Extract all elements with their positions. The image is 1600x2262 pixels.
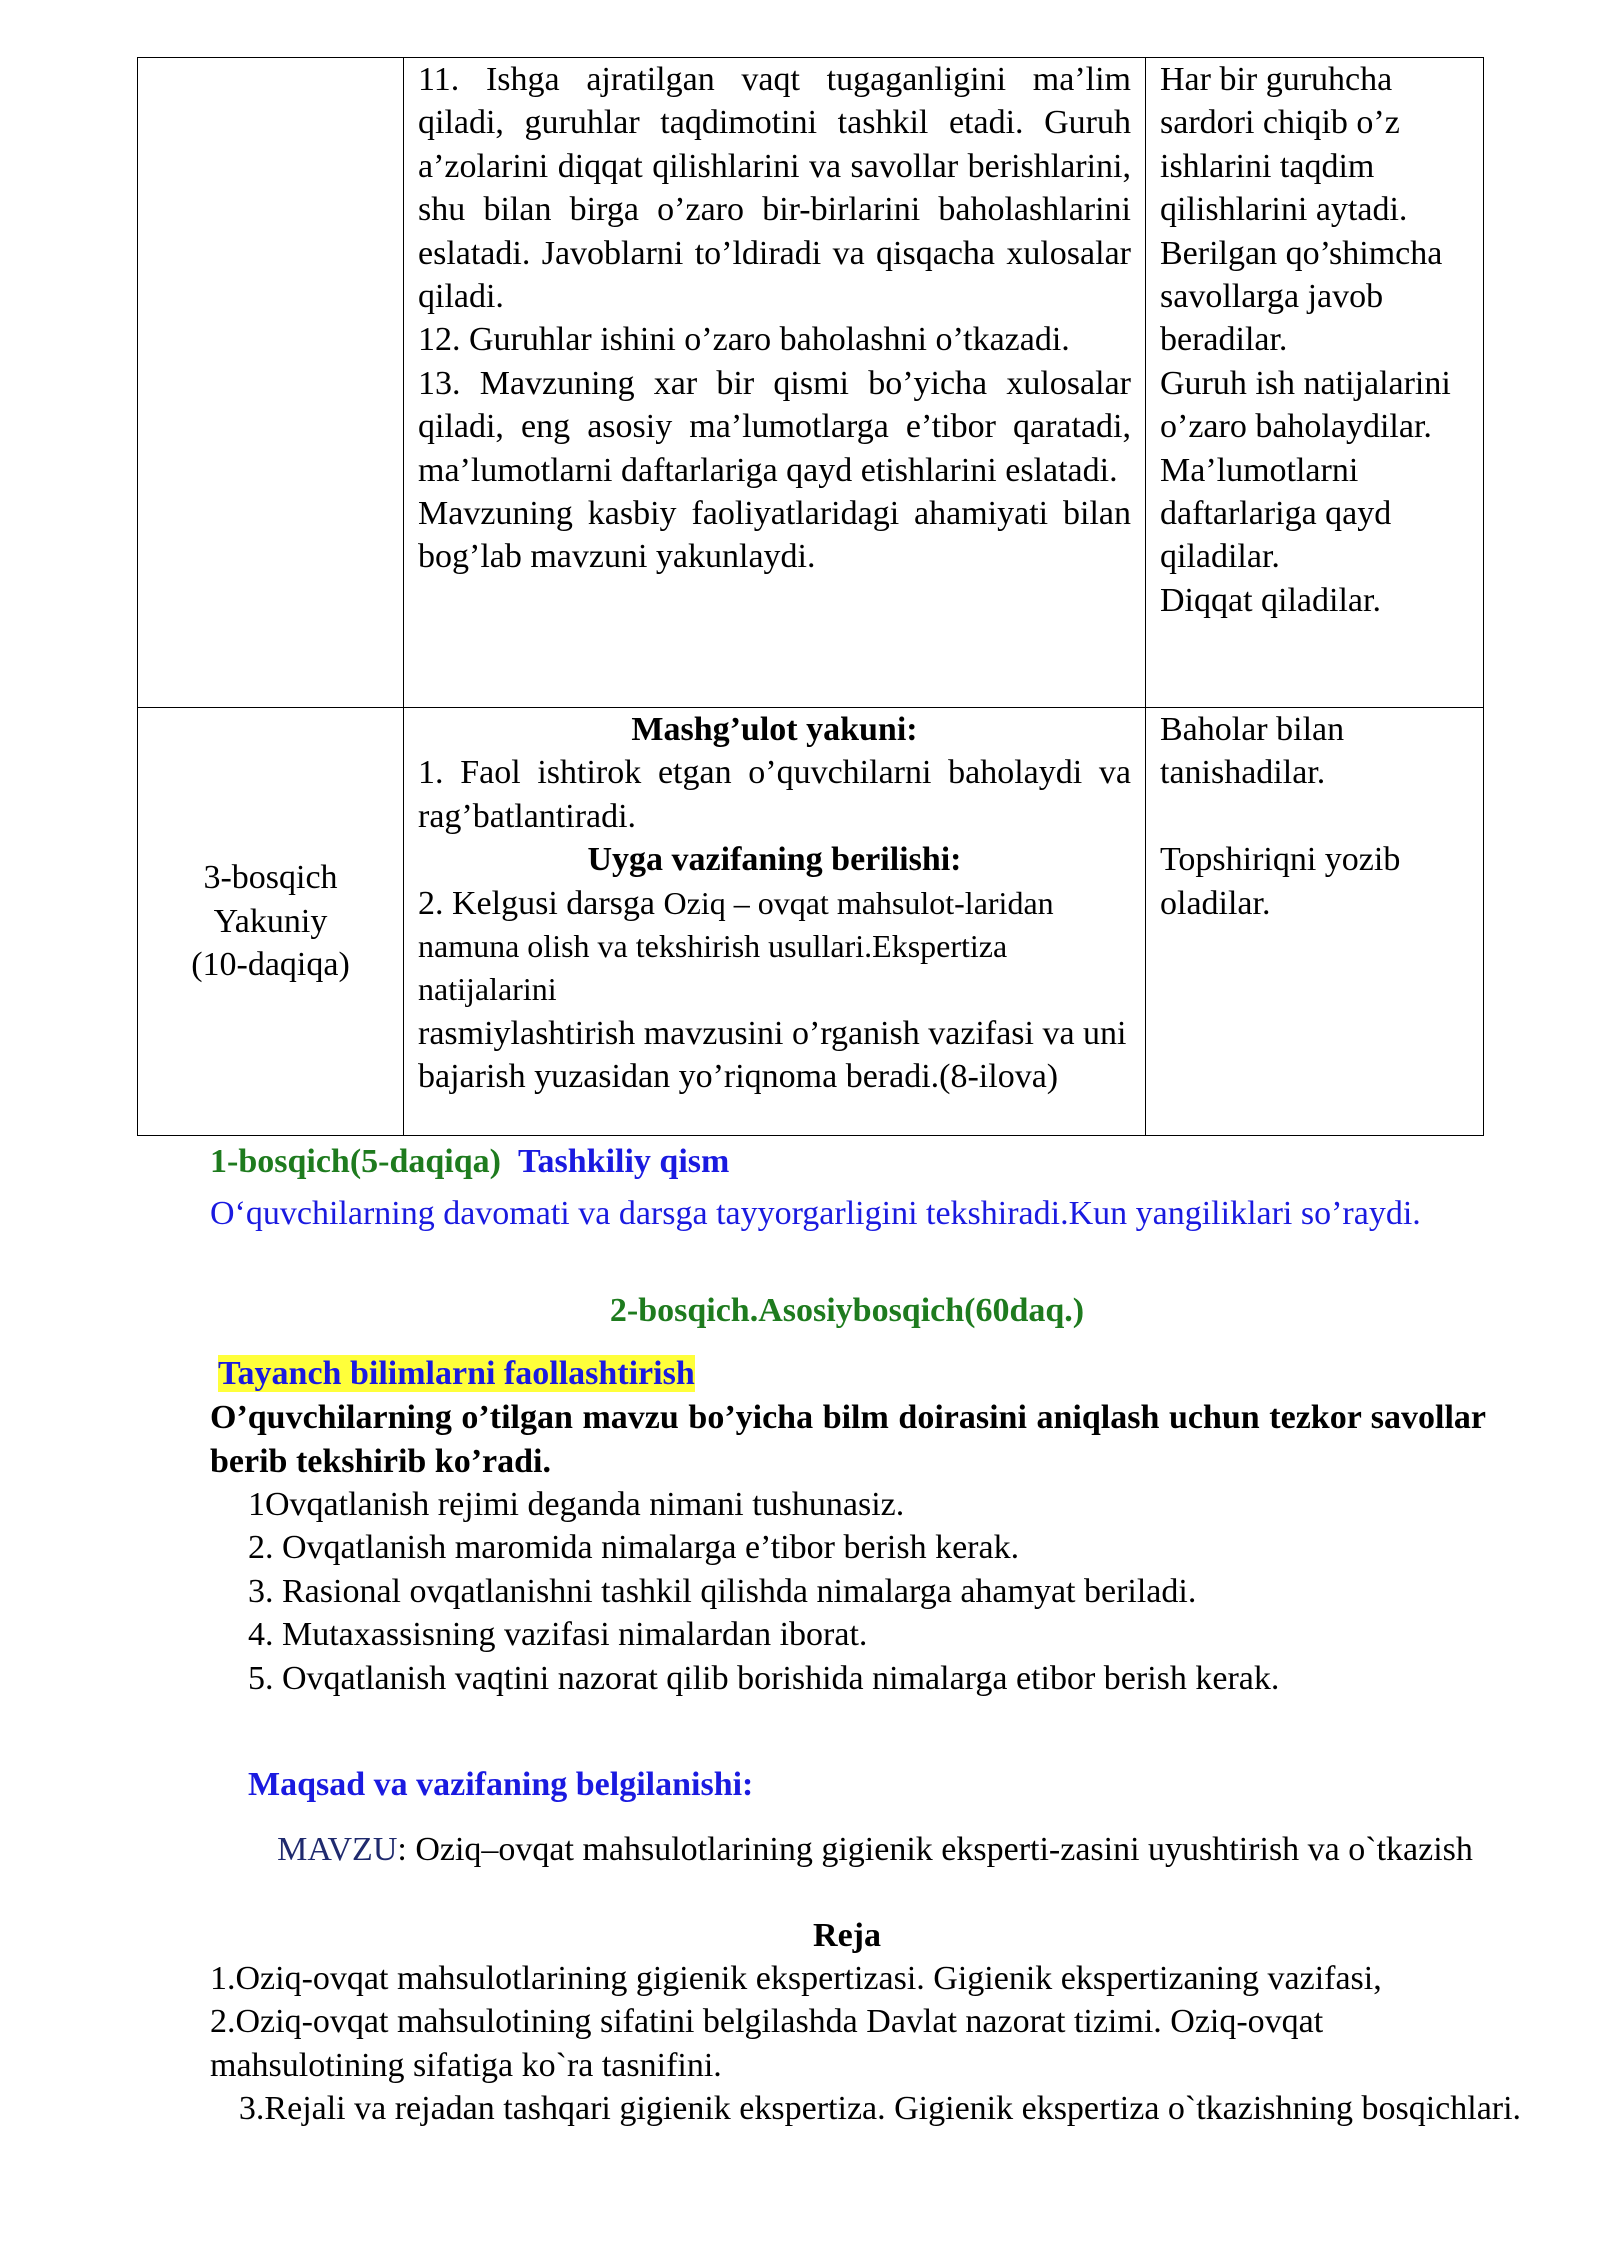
teacher-step-final: Mavzuning kasbiy faoliyatlaridagi ahamiyati bilan bog’lab mavzuni yakunlaydi.: [418, 495, 1131, 576]
activation-heading: Tayanch bilimlarni faollashtirish: [218, 1355, 695, 1392]
students-line: Topshiriqni yozib oladilar.: [1160, 841, 1401, 922]
plan-list: [210, 1957, 1522, 2131]
list-item: 2.Oziq-ovqat mahsulotining sifatini belgilashda Davlat nazorat tizimi. Oziq-ovqat mahsulotining sifatiga ko`ra tasnifini.: [210, 2003, 1324, 2084]
list-item: 2. Ovqatlanish maromida nimalarga e’tibor berish kerak.: [248, 1529, 1020, 1567]
stage1-text: O‘quvchilarning davomati va darsga tayyorgarligini tekshiradi.Kun yangiliklari so’raydi.: [210, 1195, 1421, 1232]
stage-cell: [138, 708, 404, 1136]
list-item: 1.Oziq-ovqat mahsulotlarining gigienik ekspertizasi. Gigienik ekspertizaning vazifasi,: [210, 1960, 1382, 1997]
list-item: 3.Rejali va rejadan tashqari gigienik ekspertiza. Gigienik ekspertiza o`tkazishning bosqichlari.: [238, 2090, 1522, 2128]
list-item: 1Ovqatlanish rejimi deganda nimani tushunasiz.: [248, 1486, 905, 1523]
topic-label: MAVZU: [277, 1831, 398, 1868]
stage2-title: 2-bosqich.Asosiybosqich(60daq.): [609, 1292, 1085, 1329]
students-line: Berilgan qo’shimcha savollarga javob beradilar.: [1160, 234, 1443, 359]
stage1-title: 1-bosqich(5-daqiqa): [210, 1143, 501, 1180]
teacher-activity-cell: [404, 708, 1146, 1136]
list-item: 4. Mutaxassisning vazifasi nimalardan iborat.: [248, 1616, 868, 1654]
stage1-heading: [210, 1140, 1486, 1184]
teacher-activity-cell: [404, 58, 1146, 708]
homework-text: [418, 882, 1131, 1099]
teacher-step-11: 11. Ishga ajratilgan vaqt tugaganligini ma’lim qiladi, guruhlar taqdimotini tashkil etadi. Guruh a’zolarini diqqat qilishlarini va savollar berishlarini, shu bilan birga o’zaro bir-birlarini baholashlarini eslatadi. Javoblarni to’ldiradi va qisqacha xulosalar qiladi.: [418, 61, 1131, 316]
teacher-step-13: 13. Mavzuning xar bir qismi bo’yicha xulosalar qiladi, eng asosiy ma’lumotlarga e’tibor qaratadi, ma’lumotlarni daftarlariga qayd etishlarini eslatadi.: [418, 364, 1131, 489]
table-row: [138, 708, 1484, 1136]
students-activity-cell: [1146, 58, 1484, 708]
teacher-step-12: 12. Guruhlar ishini o’zaro baholashni o’tkazadi.: [418, 321, 1070, 359]
section-heading: Mashg’ulot yakuni:: [631, 711, 918, 748]
list-item: 5. Ovqatlanish vaqtini nazorat qilib borishida nimalarga etibor berish kerak.: [248, 1659, 1280, 1697]
students-line: Har bir guruhcha sardori chiqib o’z ishlarini taqdim qilishlarini aytadi.: [1160, 61, 1408, 229]
stage1-subtitle: Tashkiliy qism: [517, 1143, 730, 1180]
students-line: Baholar bilan tanishadilar.: [1160, 711, 1345, 792]
stage-number: 3-bosqich: [203, 859, 338, 897]
homework-prefix: 2. Kelgusi darsga: [418, 884, 656, 922]
activation-intro: O’quvchilarning o’tilgan mavzu bo’yicha bilm doirasini aniqlash uchun tezkor savollar berib tekshirib ko’radi.: [210, 1399, 1486, 1480]
section-heading: Uyga vazifaning berilishi:: [587, 841, 962, 879]
lesson-plan-table: [137, 57, 1484, 1136]
table-row: [138, 58, 1484, 708]
homework-instructions: rasmiylashtirish mavzusini o’rganish vazifasi va uni bajarish yuzasidan yo’riqnoma beradi.(8-ilova): [418, 1014, 1127, 1096]
topic-line: [210, 1828, 1540, 1872]
students-line: Guruh ish natijalarini o’zaro baholaydilar.: [1160, 364, 1451, 446]
stage-name: Yakuniy: [213, 902, 328, 940]
goal-heading: Maqsad va vazifaning belgilanishi:: [248, 1766, 754, 1803]
stage-cell-empty: [138, 58, 404, 708]
teacher-step: 1. Faol ishtirok etgan o’quvchilarni baholaydi va rag’batlantiradi.: [418, 754, 1131, 835]
stage-duration: (10-daqiqa): [191, 946, 350, 984]
homework-topic: Oziq – ovqat mahsulot-laridan namuna olish va tekshirish usullari.Ekspertiza natijalarini: [418, 884, 1054, 1008]
students-line: Ma’lumotlarni daftarlariga qayd qiladilar.: [1160, 451, 1392, 576]
students-activity-cell: [1146, 708, 1484, 1136]
spacer: [1160, 795, 1469, 838]
activation-heading-wrap: [218, 1352, 1494, 1396]
list-item: 3. Rasional ovqatlanishni tashkil qilishda nimalarga ahamyat beriladi.: [248, 1572, 1197, 1610]
plan-title: Reja: [813, 1917, 881, 1954]
topic-text: : Oziq–ovqat mahsulotlarining gigienik eksperti-zasini uyushtirish va o`tkazish: [397, 1831, 1473, 1868]
questions-list: [248, 1483, 1488, 1700]
students-line: Diqqat qiladilar.: [1160, 581, 1381, 619]
